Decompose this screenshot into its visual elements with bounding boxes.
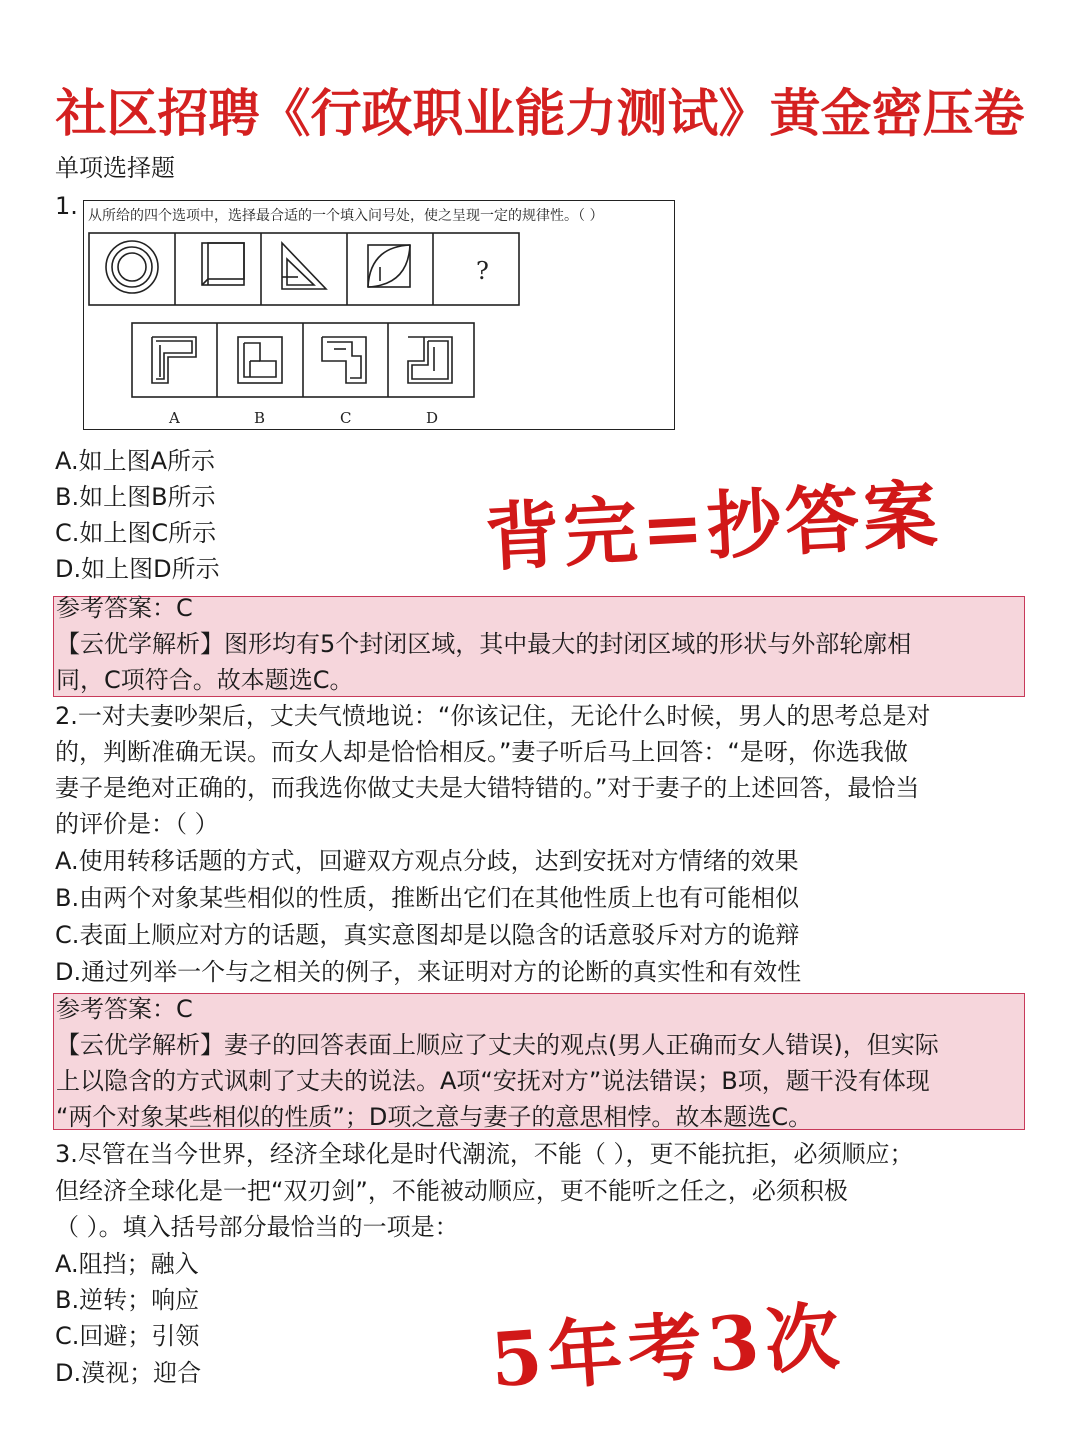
page-title: 社区招聘《行政职业能力测试》黄金密压卷 (55, 85, 1025, 144)
q1-option-c-shape (322, 337, 366, 383)
q1-option-d-shape (408, 337, 452, 383)
q2-stem-line-1: 2.一对夫妻吵架后，丈夫气愤地说：“你该记住，无论什么时候，男人的思考总是对 (55, 702, 931, 730)
q3-option-b: B.逆转；响应 (55, 1286, 200, 1314)
q1-option-a: A.如上图A所示 (55, 447, 216, 475)
q1-figure (83, 200, 675, 430)
q2-stem-line-3: 妻子是绝对正确的，而我选你做丈夫是大错特错的。”对于妻子的上述回答，最恰当 (55, 774, 920, 802)
q1-option-a-shape (152, 337, 196, 383)
q2-stem-line-4: 的评价是：（ ） (55, 810, 219, 838)
q3-option-c: C.回避；引领 (55, 1322, 200, 1350)
q1-option-label-d: D (426, 409, 439, 427)
q3-stem-line-2: 但经济全球化是一把“双刃剑”，不能被动顺应，更不能听之任之，必须积极 (55, 1177, 848, 1205)
q1-option-label-c: C (340, 409, 352, 427)
q2-stem-line-2: 的，判断准确无误。而女人却是恰恰相反。”妻子听后马上回答：“是呀，你选我做 (55, 738, 908, 766)
q1-sequence-row (89, 233, 519, 305)
q2-answer: 参考答案：C (56, 995, 193, 1023)
q2-option-b: B.由两个对象某些相似的性质，推断出它们在其他性质上也有可能相似 (55, 884, 800, 912)
q1-shape-triangles (282, 243, 326, 289)
q2-option-c: C.表面上顺应对方的话题，真实意图却是以隐含的话意驳斥对方的诡辩 (55, 921, 800, 949)
q1-answer: 参考答案：C (56, 594, 193, 622)
q2-analysis-line-1: 【云优学解析】妻子的回答表面上顺应了丈夫的观点(男人正确而女人错误)，但实际 (56, 1031, 939, 1059)
q1-shape-squares (202, 243, 244, 285)
q3-stem-line-3: （ ）。填入括号部分最恰当的一项是： (55, 1213, 459, 1241)
q1-option-b: B.如上图B所示 (55, 483, 216, 511)
q2-analysis-line-3: “两个对象某些相似的性质”；D项之意与妻子的意思相悖。故本题选C。 (56, 1103, 813, 1131)
q3-option-a: A.阻挡；融入 (55, 1250, 199, 1278)
q1-option-labels (168, 409, 438, 427)
q2-option-d: D.通过列举一个与之相关的例子，来证明对方的论断的真实性和有效性 (55, 958, 802, 986)
handwritten-note-2: 5年考3次 (487, 1293, 848, 1405)
q1-option-label-b: B (254, 409, 266, 427)
q3-option-d: D.漠视；迎合 (55, 1359, 202, 1387)
q1-shape-circles (106, 241, 158, 293)
q1-shape-leaf (368, 245, 410, 287)
q1-option-b-shape (238, 337, 282, 383)
q2-analysis-line-2: 上以隐含的方式讽刺了丈夫的说法。A项“安抚对方”说法错误；B项，题干没有体现 (56, 1067, 930, 1095)
q2-option-a: A.使用转移话题的方式，回避双方观点分歧，达到安抚对方情绪的效果 (55, 847, 799, 875)
q1-option-row (132, 323, 474, 397)
q1-question-mark: ? (476, 257, 489, 285)
q1-sequence-frame (89, 233, 519, 305)
q1-figure-prompt: 从所给的四个选项中，选择最合适的一个填入问号处，使之呈现一定的规律性。（ ） (88, 208, 604, 224)
q1-number: 1. (55, 192, 78, 220)
q1-option-d: D.如上图D所示 (55, 555, 220, 583)
section-label: 单项选择题 (55, 154, 175, 182)
q1-analysis-line-1: 【云优学解析】图形均有5个封闭区域，其中最大的封闭区域的形状与外部轮廓相 (56, 630, 912, 658)
q1-figure-svg (84, 201, 674, 429)
handwritten-note-1: 背完=抄答案 (483, 472, 944, 582)
q2-answer-box (53, 993, 1025, 1130)
q1-option-c: C.如上图C所示 (55, 519, 217, 547)
q1-analysis-line-2: 同，C项符合。故本题选C。 (56, 666, 354, 694)
q1-option-label-a: A (169, 409, 180, 427)
q1-answer-box (53, 596, 1025, 697)
q3-stem-line-1: 3.尽管在当今世界，经济全球化是时代潮流，不能（ ），更不能抗拒，必须顺应； (55, 1140, 914, 1168)
